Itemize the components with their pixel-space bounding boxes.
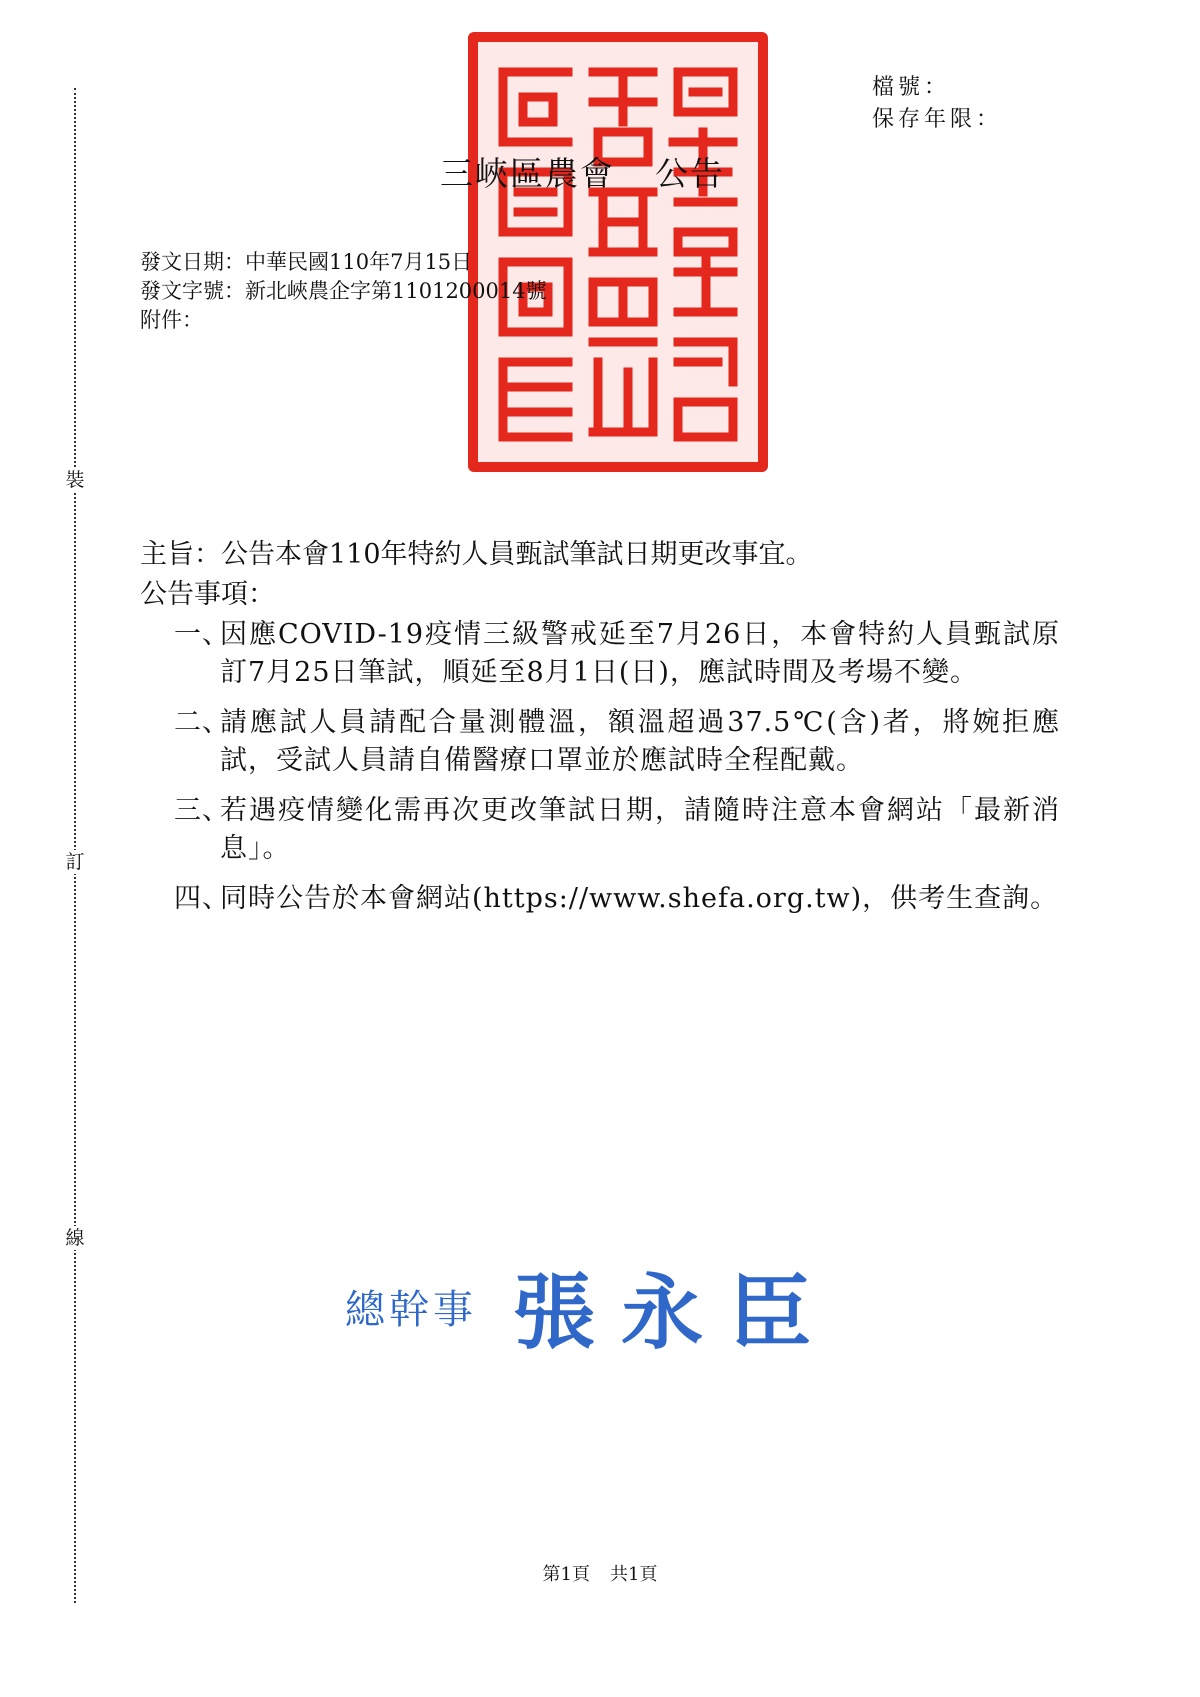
subject-line <box>140 536 1060 574</box>
date-label: 發文日期： <box>140 250 245 274</box>
doc-no-value: 新北峽農企字第1101200014號 <box>245 279 547 303</box>
page-number: 第1頁 <box>542 1564 590 1585</box>
page-title <box>440 148 725 195</box>
list-item <box>140 616 1060 692</box>
meta-date-row <box>140 248 547 277</box>
binding-line <box>74 88 76 1603</box>
item-text: 請應試人員請配合量測體溫，額溫超過37.5℃(含)者，將婉拒應試，受試人員請自備醫療口罩並於應試時全程配戴。 <box>220 707 1060 776</box>
binding-char-xian: 線 <box>63 1226 87 1250</box>
item-number: 一、 <box>174 619 230 650</box>
page-footer <box>0 1560 1200 1586</box>
list-item <box>140 704 1060 780</box>
subject-text: 公告本會110年特約人員甄試筆試日期更改事宜。 <box>221 539 813 570</box>
doc-no-label: 發文字號： <box>140 279 245 303</box>
file-no-label: 檔號： <box>872 75 951 100</box>
archive-info <box>872 72 1002 136</box>
signature-title: 總幹事 <box>345 1287 477 1333</box>
attachment-label: 附件： <box>140 308 203 332</box>
signature-stamp <box>345 1248 837 1365</box>
list-item <box>140 880 1060 918</box>
meta-attachment-row <box>140 306 547 335</box>
item-text: 若遇疫情變化需再次更改筆試日期，請隨時注意本會網站「最新消息」。 <box>220 795 1060 864</box>
item-number: 四、 <box>174 883 230 914</box>
page-total: 共1頁 <box>610 1564 658 1585</box>
document-meta <box>140 248 547 335</box>
item-text: 因應COVID-19疫情三級警戒延至7月26日，本會特約人員甄試原訂7月25日筆試，順延至8月1日(日)，應試時間及考場不變。 <box>220 619 1060 688</box>
retention-label: 保存年限： <box>872 107 1003 132</box>
list-item <box>140 792 1060 868</box>
items-heading: 公告事項： <box>140 579 275 610</box>
binding-char-zhuang: 裝 <box>63 468 87 492</box>
item-number: 三、 <box>174 795 230 826</box>
meta-doc-no-row <box>140 277 547 306</box>
item-number: 二、 <box>174 707 230 738</box>
item-text: 同時公告於本會網站(https://www.shefa.org.tw)，供考生查詢。 <box>220 883 1059 914</box>
signature-name: 張永臣 <box>513 1266 838 1361</box>
date-value: 中華民國110年7月15日 <box>245 250 473 274</box>
binding-char-ding: 訂 <box>63 850 87 874</box>
title-org: 三峽區農會 <box>440 154 615 193</box>
subject-label: 主旨： <box>140 539 221 570</box>
document-body <box>140 536 1060 930</box>
title-type: 公告 <box>655 154 725 193</box>
